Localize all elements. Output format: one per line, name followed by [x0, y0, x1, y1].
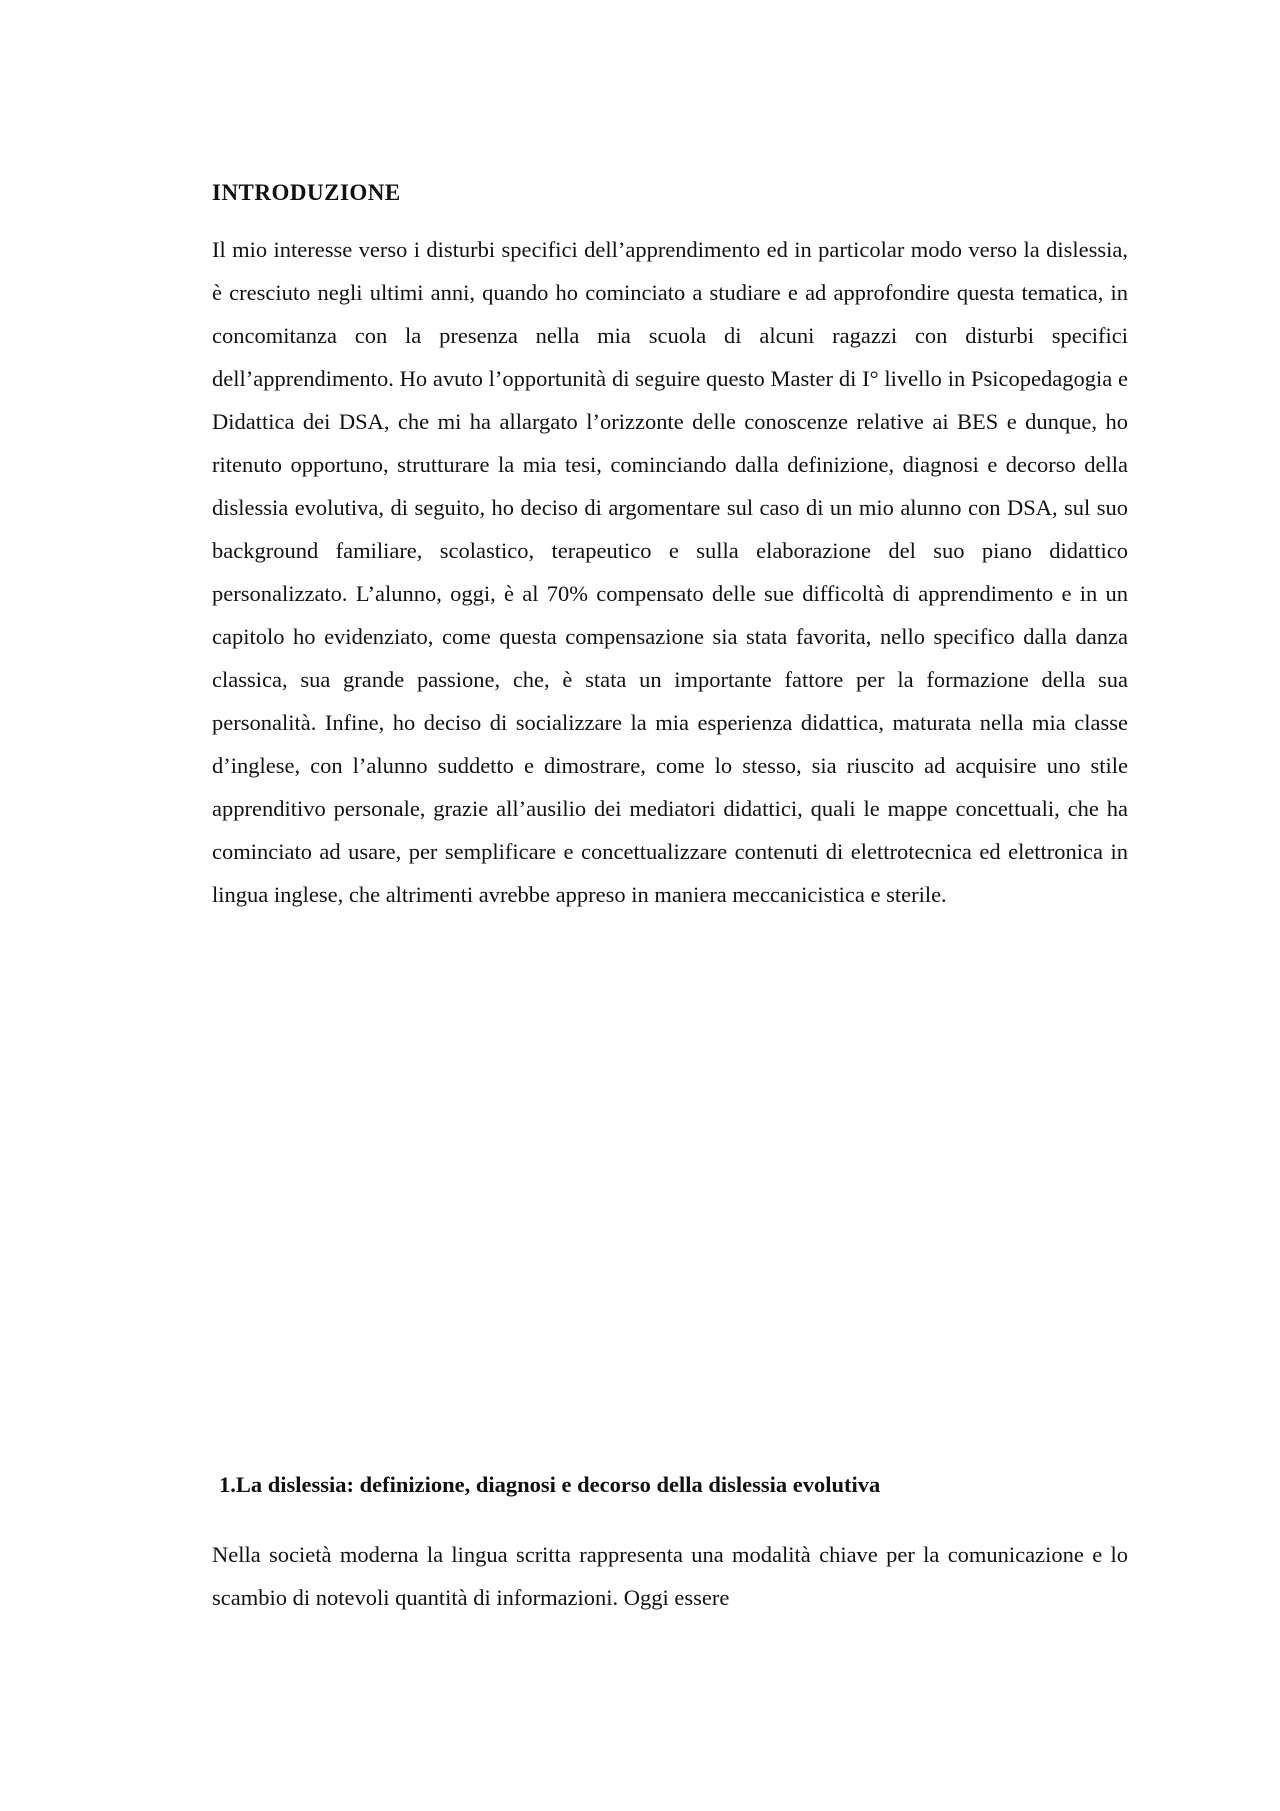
chapter-1-paragraph: Nella società moderna la lingua scritta rappresenta una modalità chiave per la comunicazione e lo scambio di notevoli quantità di informazioni. Oggi essere — [212, 1542, 1128, 1610]
introduction-heading: INTRODUZIONE — [212, 180, 401, 205]
introduction-paragraph: Il mio interesse verso i disturbi specifici dell’apprendimento ed in particolar modo verso la dislessia, è cresciuto negli ultimi anni, quando ho cominciato a studiare e ad approfondire questa tematica, in concomitanza con la presenza nella mia scuola di alcuni ragazzi con disturbi specifici dell’apprendimento. Ho avuto l’opportunità di seguire questo Master di I° livello in Psicopedagogia e Didattica dei DSA, che mi ha allargato l’orizzonte delle conoscenze relative ai BES e dunque, ho ritenuto opportuno, strutturare la mia tesi, cominciando dalla definizione, diagnosi e decorso della dislessia evolutiva, di seguito, ho deciso di argomentare sul caso di un mio alunno con DSA, sul suo background familiare, scolastico, terapeutico e sulla elaborazione del suo piano didattico personalizzato. L’alunno, oggi, è al 70% compensato delle sue difficoltà di apprendimento e in un capitolo ho evidenziato, come questa compensazione sia stata favorita, nello specifico dalla danza classica, sua grande passione, che, è stata un importante fattore per la formazione della sua personalità. Infine, ho deciso di socializzare la mia esperienza didattica, maturata nella mia classe d’inglese, con l’alunno suddetto e dimostrare, come lo stesso, sia riuscito ad acquisire uno stile apprenditivo personale, grazie all’ausilio dei mediatori didattici, quali le mappe concettuali, che ha cominciato ad usare, per semplificare e concettualizzare contenuti di elettrotecnica ed elettronica in lingua inglese, che altrimenti avrebbe appreso in maniera meccanicistica e sterile. — [212, 237, 1128, 907]
chapter-1-heading: 1.La dislessia: definizione, diagnosi e decorso della dislessia evolutiva — [219, 1472, 881, 1497]
